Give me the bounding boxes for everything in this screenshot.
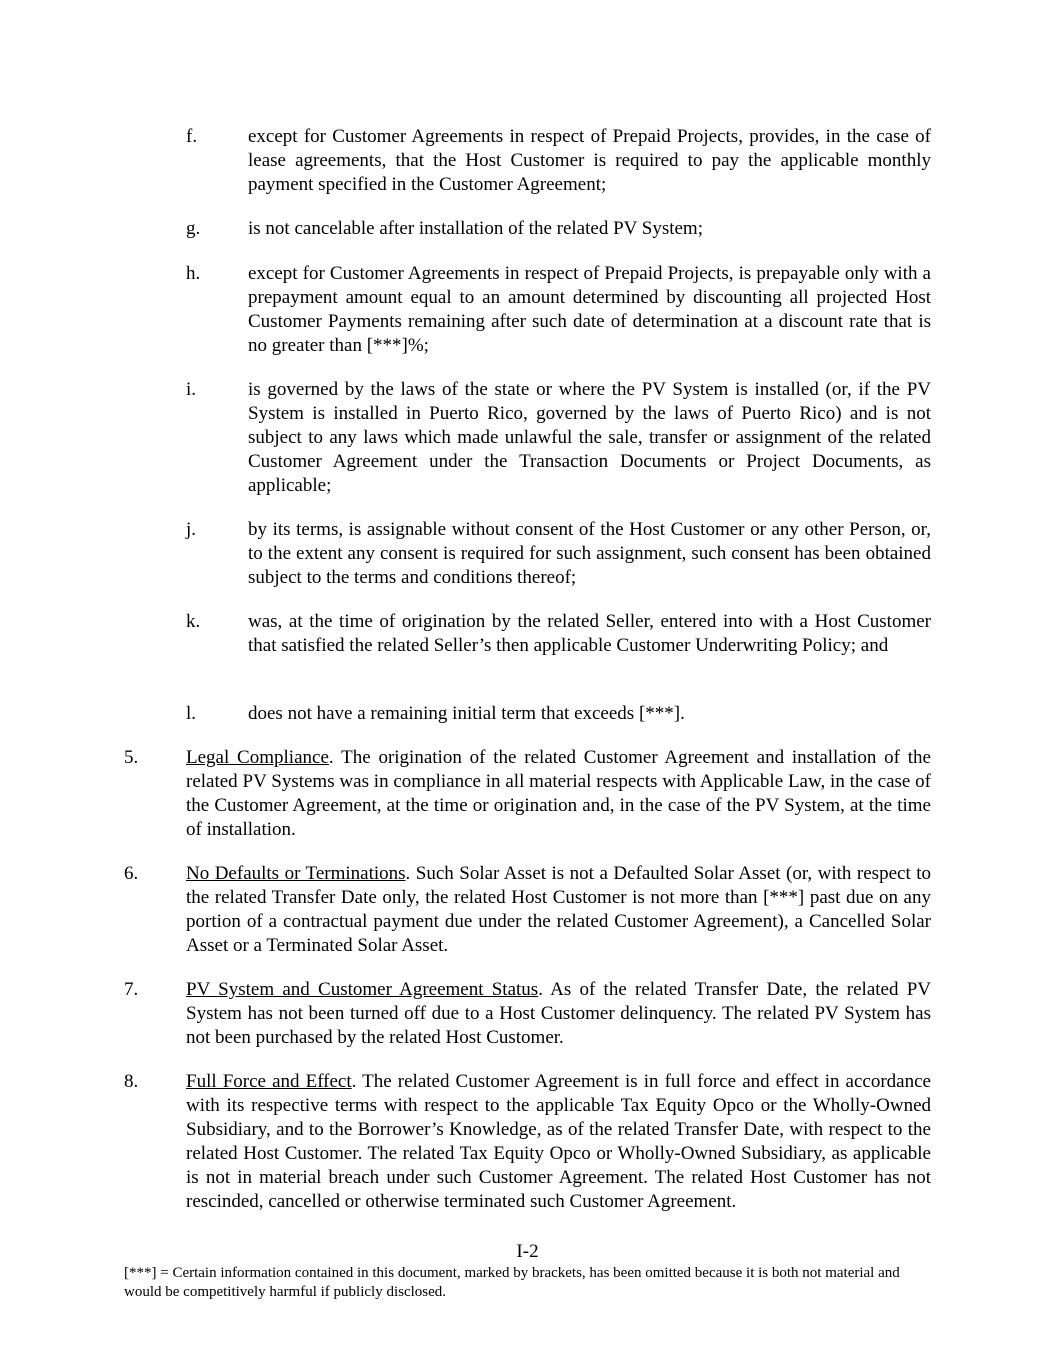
section-heading: Legal Compliance: [186, 747, 329, 768]
list-item-text: was, at the time of origination by the related Seller, entered into with a Host Customer that satisfied the related Seller’s then applicable Customer Underwriting Policy; and: [248, 611, 931, 656]
section-text: . The origination of the related Customer Agreement and installation of the related PV Systems was in compliance in all material respects with Applicable Law, in the case of the Customer Agreement, at the time or origination and, in the case of the PV System, at the time of installation.: [186, 747, 931, 840]
section-body: [186, 1070, 931, 1214]
list-item-label: i.: [186, 379, 197, 400]
section-text: . The related Customer Agreement is in full force and effect in accordance with its respective terms with respect to the applicable Tax Equity Opco or the Wholly-Owned Subsidiary, and to the Borrower’s Knowledge, as of the related Transfer Date, with respect to the related Host Customer. The related Tax Equity Opco or Wholly-Owned Subsidiary, as applicable is not in material breach under such Customer Agreement. The related Host Customer has not rescinded, cancelled or otherwise terminated such Customer Agreement.: [186, 1071, 931, 1212]
section-number: 6.: [124, 863, 139, 884]
list-item-text: does not have a remaining initial term that exceeds [***].: [248, 703, 685, 724]
list-item-label: h.: [186, 263, 201, 284]
list-item-label: j.: [186, 519, 197, 540]
list-item-label: k.: [186, 611, 201, 632]
list-item-label: l.: [186, 703, 197, 724]
list-item-text: except for Customer Agreements in respect of Prepaid Projects, provides, in the case of lease agreements, that the Host Customer is required to pay the applicable monthly payment specified in the Customer Agreement;: [248, 126, 931, 195]
section-number: 5.: [124, 747, 139, 768]
list-item-text: except for Customer Agreements in respect of Prepaid Projects, is prepayable only with a prepayment amount equal to an amount determined by discounting all projected Host Customer Payments remaining after such date of determination at a discount rate that is no greater than [***]%;: [248, 263, 931, 356]
section-heading: Full Force and Effect: [186, 1071, 352, 1092]
section-body: [186, 862, 931, 958]
section-number: 7.: [124, 979, 139, 1000]
list-item-label: f.: [186, 126, 198, 147]
section-text: . As of the related Transfer Date, the related PV System has not been turned off due to a Host Customer delinquency. The related PV System has not been purchased by the related Host Customer.: [186, 979, 931, 1048]
list-item-label: g.: [186, 218, 201, 239]
list-item-text: is not cancelable after installation of the related PV System;: [248, 218, 703, 239]
section-number: 8.: [124, 1071, 139, 1092]
section-body: [186, 746, 931, 842]
section-body: [186, 978, 931, 1050]
page-number: I-2: [516, 1241, 539, 1262]
footnote: [***] = Certain information contained in this document, marked by brackets, has been omitted because it is both not material and would be competitively harmful if publicly disclosed.: [124, 1265, 900, 1300]
section-heading: No Defaults or Terminations: [186, 863, 406, 884]
list-item-text: is governed by the laws of the state or where the PV System is installed (or, if the PV System is installed in Puerto Rico, governed by the laws of Puerto Rico) and is not subject to any laws which made unlawful the sale, transfer or assignment of the related Customer Agreement under the Transaction Documents or Project Documents, as applicable;: [248, 379, 931, 496]
section-text: . Such Solar Asset is not a Defaulted Solar Asset (or, with respect to the related Transfer Date only, the related Host Customer is not more than [***] past due on any portion of a contractual payment due under the related Customer Agreement), a Cancelled Solar Asset or a Terminated Solar Asset.: [186, 863, 931, 956]
list-item-text: by its terms, is assignable without consent of the Host Customer or any other Person, or, to the extent any consent is required for such assignment, such consent has been obtained subject to the terms and conditions thereof;: [248, 519, 931, 588]
section-heading: PV System and Customer Agreement Status: [186, 979, 539, 1000]
